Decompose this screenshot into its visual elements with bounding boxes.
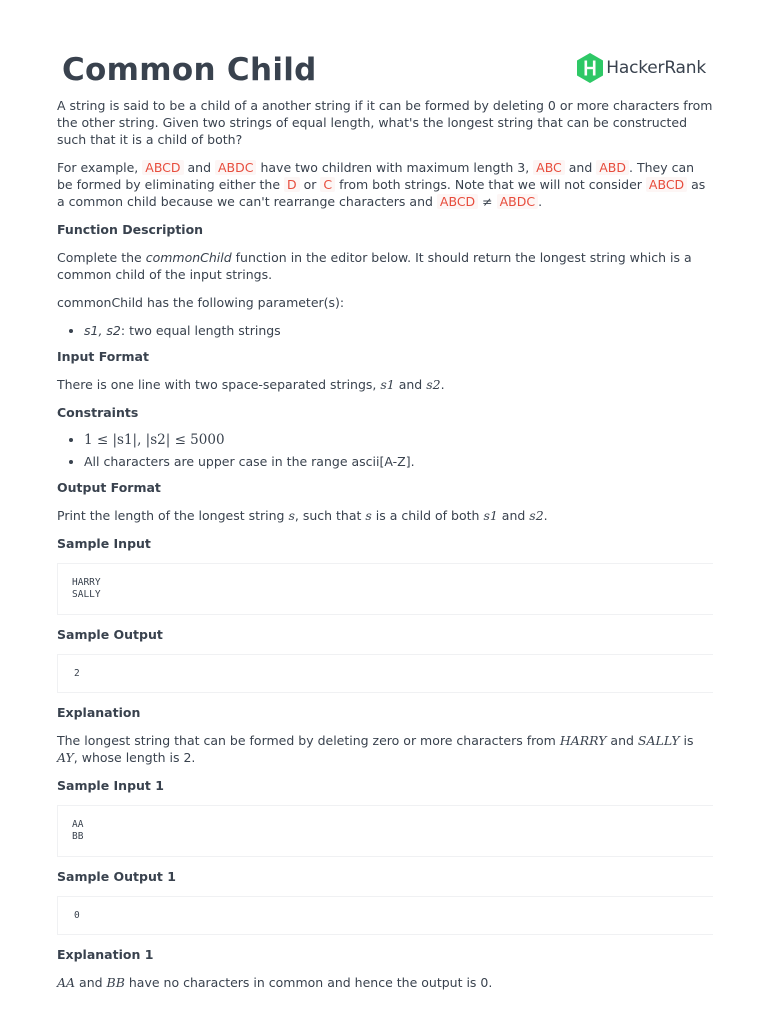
- sample-output-1-block: 0: [57, 896, 713, 935]
- function-description-heading: Function Description: [57, 222, 204, 237]
- inline-code: ABC: [533, 160, 565, 175]
- page-title: Common Child: [62, 52, 317, 88]
- explanation-text: The longest string that can be formed by deleting zero or more characters from HARRY and SALLY is AY, whose length is 2.: [57, 733, 694, 765]
- list-item: • 1 ≤ |s1|, |s2| ≤ 5000: [84, 432, 713, 449]
- parameters-intro: commonChild has the following parameter(s):: [57, 295, 345, 310]
- problem-statement: [57, 97, 713, 1002]
- explanation-1-text: AA and BB have no characters in common and hence the output is 0.: [57, 975, 493, 990]
- inline-code: ABCD: [646, 177, 687, 192]
- inline-code: ABD: [596, 160, 629, 175]
- constraints-list: [57, 432, 713, 470]
- intro-paragraph: A string is said to be a child of a another string if it can be formed by deleting 0 or more characters from the other string. Given two strings of equal length, what's the longest string that can be constructed such that it is a child of both?: [57, 98, 713, 147]
- inline-code: D: [284, 177, 300, 192]
- sample-output-block: 2: [57, 654, 713, 693]
- output-format-text: Print the length of the longest string s, such that s is a child of both s1 and s2.: [57, 508, 548, 523]
- explanation-1-heading: Explanation 1: [57, 947, 154, 962]
- input-format-heading: Input Format: [57, 349, 149, 364]
- not-equal-symbol: ≠: [478, 194, 497, 209]
- hackerrank-logo[interactable]: [576, 52, 706, 84]
- inline-code: ABDC: [215, 160, 256, 175]
- explanation-heading: Explanation: [57, 705, 141, 720]
- parameter-list: [57, 322, 713, 339]
- sample-output-1-heading: Sample Output 1: [57, 869, 176, 884]
- hackerrank-hexagon-icon: [576, 52, 604, 84]
- function-description-text: Complete the commonChild function in the editor below. It should return the longest string which is a common child of the input strings.: [57, 250, 692, 282]
- list-item: • All characters are upper case in the range ascii[A-Z].: [84, 453, 713, 470]
- sample-input-1-heading: Sample Input 1: [57, 778, 164, 793]
- logo-text: HackerRank: [606, 58, 706, 78]
- output-format-heading: Output Format: [57, 480, 161, 495]
- list-item: • s1, s2: two equal length strings: [84, 322, 713, 339]
- sample-input-1-block: AA BB: [57, 805, 713, 857]
- example-paragraph: For example, ABCD and ABDC have two children with maximum length 3, ABC and ABD . They can be formed by eliminating either the D or C from both strings. Note that we will not consider ABCD as a common child because we can't rearrange characters and ABCD ≠ ABDC .: [57, 160, 706, 209]
- inline-code: ABCD: [437, 194, 478, 209]
- inline-code: ABCD: [142, 160, 183, 175]
- input-format-text: There is one line with two space-separated strings, s1 and s2.: [57, 377, 445, 392]
- header: [62, 48, 712, 92]
- sample-output-heading: Sample Output: [57, 627, 163, 642]
- inline-code: C: [320, 177, 335, 192]
- constraints-heading: Constraints: [57, 405, 139, 420]
- sample-input-block: HARRY SALLY: [57, 563, 713, 615]
- inline-code: ABDC: [497, 194, 538, 209]
- sample-input-heading: Sample Input: [57, 536, 151, 551]
